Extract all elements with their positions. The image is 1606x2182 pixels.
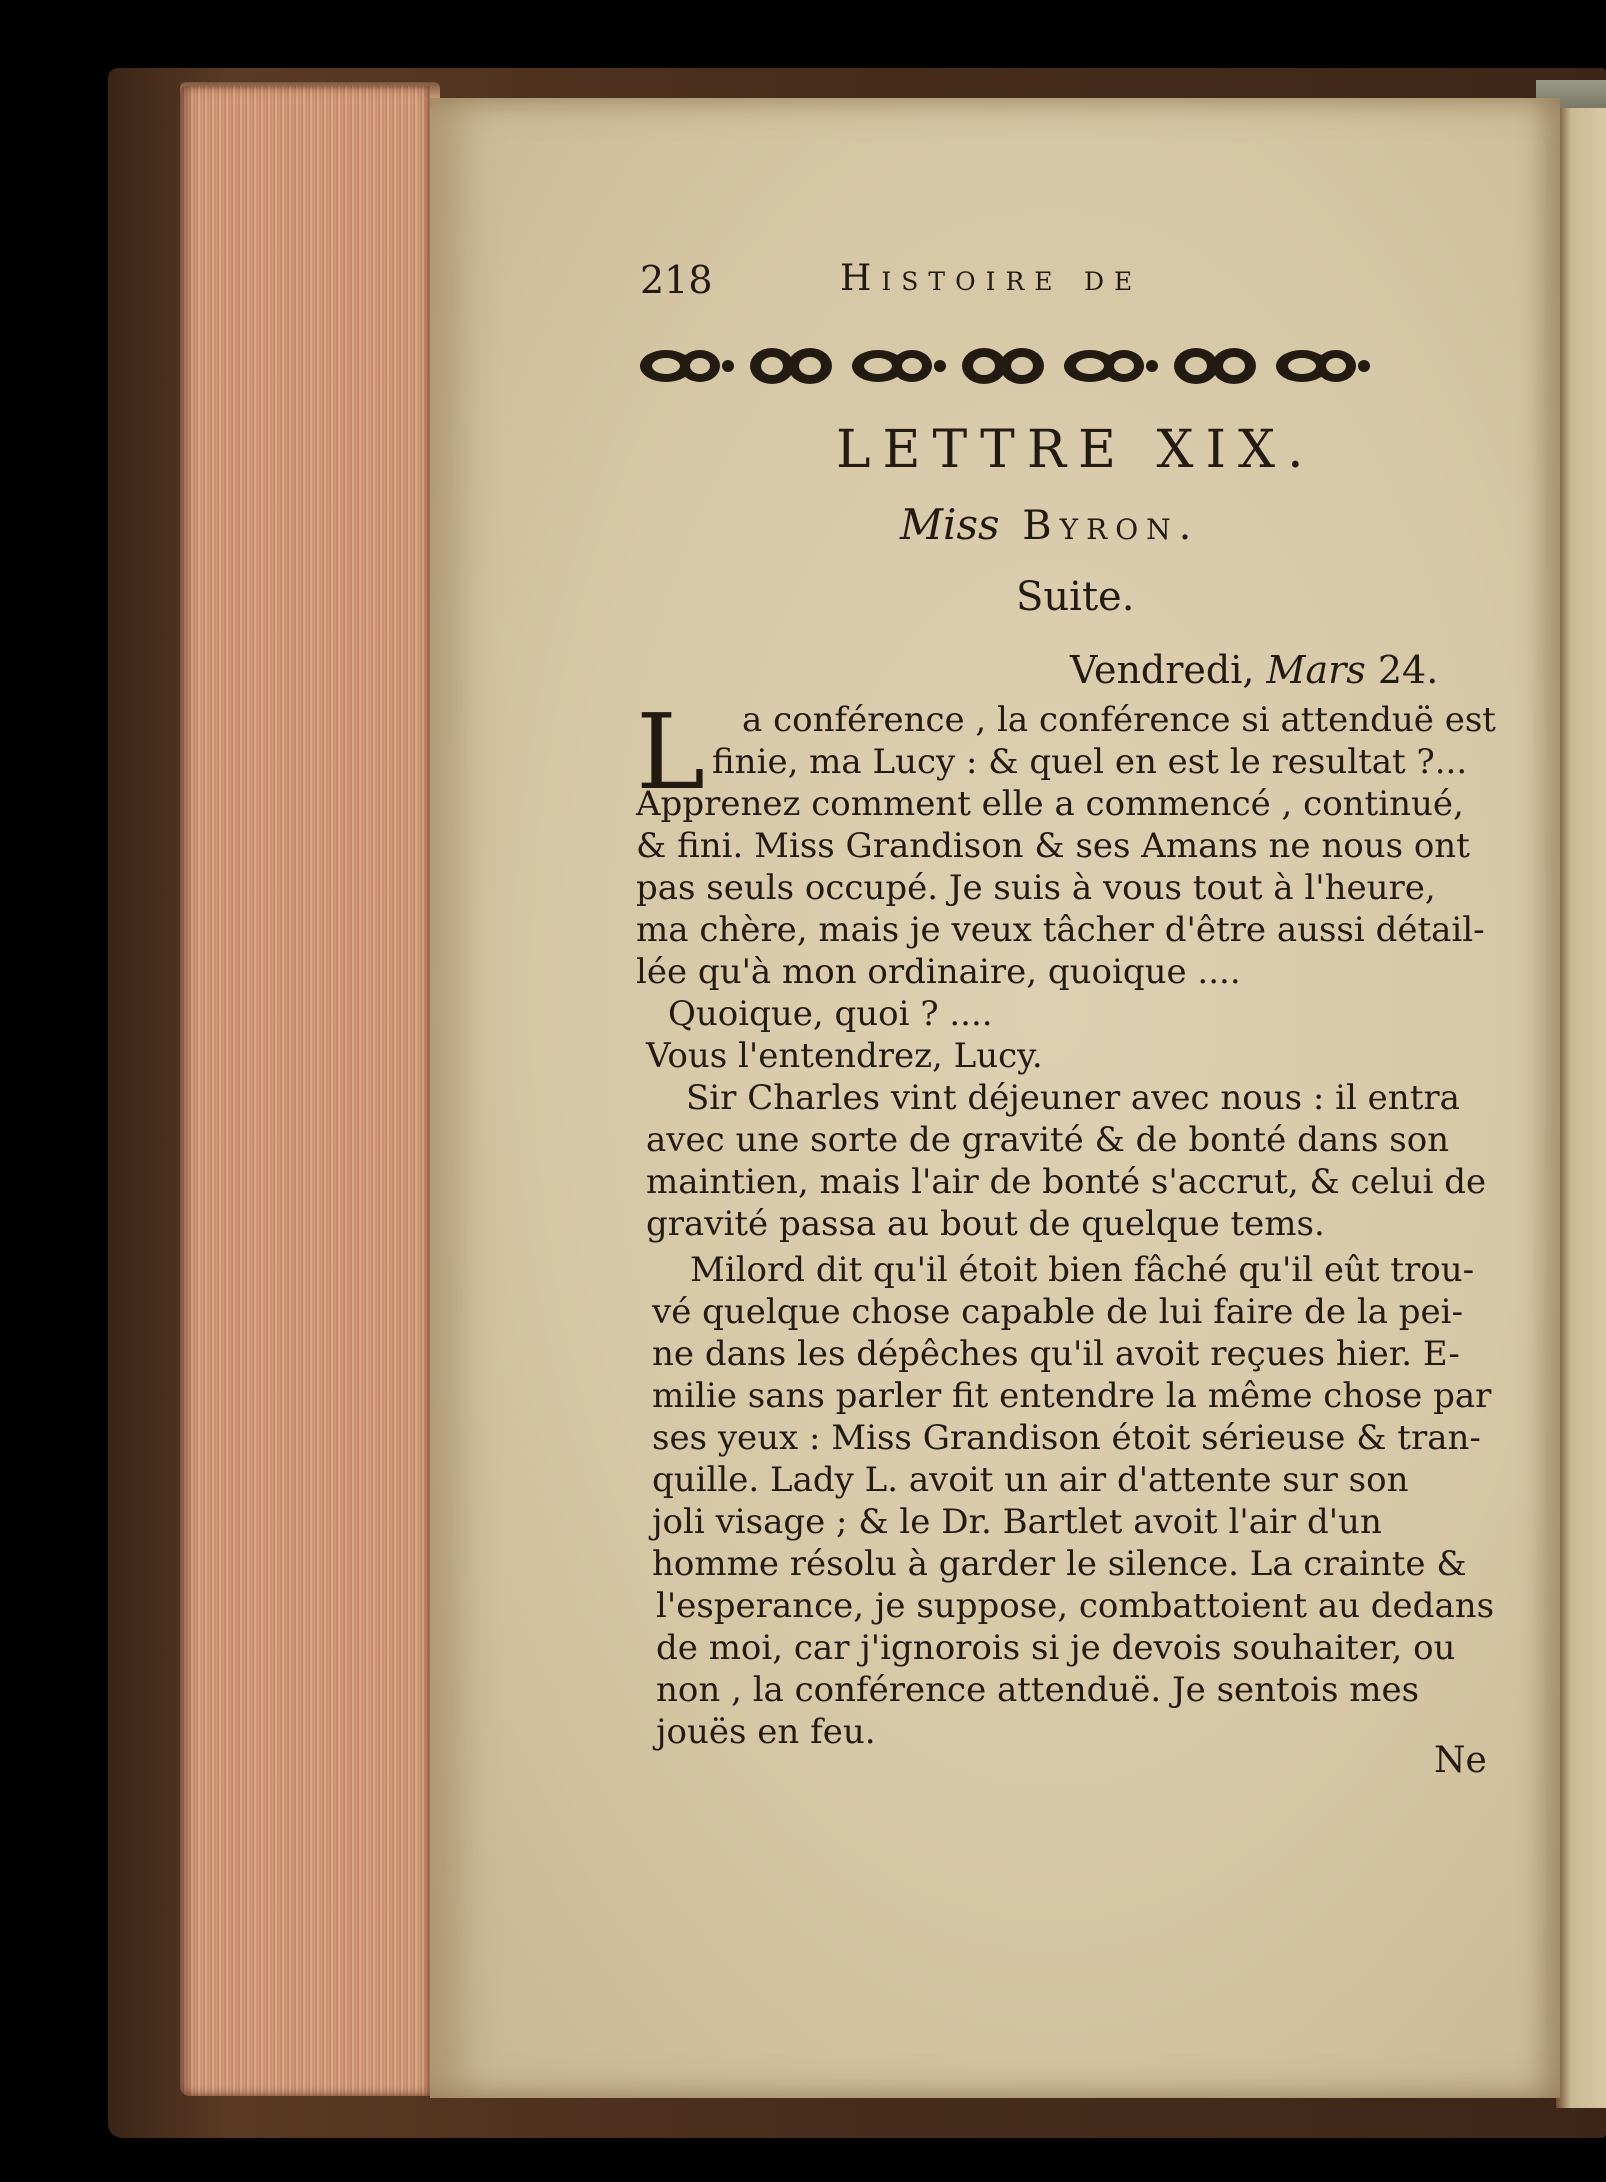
date-month: Mars [1266, 648, 1366, 692]
body-line: gravité passa au bout de quelque tems. [646, 1204, 1325, 1244]
body-line: ma chère, mais je veux tâcher d'être aussi détail- [636, 910, 1485, 950]
body-line: ne dans les dépêches qu'il avoit reçues hier. E- [652, 1334, 1460, 1374]
page-number: 218 [640, 258, 713, 302]
body-line: & fini. Miss Grandison & ses Amans ne nous ont [636, 826, 1470, 866]
drop-cap: L [636, 691, 706, 813]
letter-author [900, 500, 1300, 549]
author-prefix: Miss [900, 500, 1000, 549]
fleuron-ornament-icon [638, 336, 1488, 396]
body-line: Apprenez comment elle a commencé , continué, [636, 784, 1464, 824]
date-day: Vendredi, [1070, 648, 1255, 692]
body-line: maintien, mais l'air de bonté s'accrut, & celui de [646, 1162, 1487, 1202]
body-line: ses yeux : Miss Grandison étoit sérieuse & tran- [652, 1418, 1481, 1458]
body-line: quille. Lady L. avoit un air d'attente sur son [652, 1460, 1409, 1500]
running-title: Histoire de [840, 258, 1143, 299]
body-line: Milord dit qu'il étoit bien fâché qu'il eût trou- [690, 1250, 1475, 1290]
body-line: non , la conférence attenduë. Je sentois mes [656, 1670, 1420, 1710]
dateline [1070, 648, 1438, 692]
facing-page-edge [1556, 108, 1606, 2108]
body-line: l'esperance, je suppose, combattoient au dedans [656, 1586, 1495, 1626]
body-line: homme résolu à garder le silence. La crainte & [652, 1544, 1467, 1584]
page-edges [180, 86, 430, 2096]
body-line: a conférence , la conférence si attenduë est [742, 700, 1496, 740]
letter-suite: Suite. [1016, 574, 1135, 620]
body-line: jouës en feu. [656, 1712, 876, 1752]
letter-title: LETTRE XIX. [836, 420, 1316, 480]
body-line: vé quelque chose capable de lui faire de la pei- [652, 1292, 1464, 1332]
running-header [640, 258, 1290, 308]
body-line: lée qu'à mon ordinaire, quoique .... [636, 952, 1241, 992]
body-line: de moi, car j'ignorois si je devois souhaiter, ou [656, 1628, 1456, 1668]
body-line: Sir Charles vint déjeuner avec nous : il entra [686, 1078, 1460, 1118]
body-line: joli visage ; & le Dr. Bartlet avoit l'air d'un [652, 1502, 1382, 1542]
body-line: finie, ma Lucy : & quel en est le resultat ?... [712, 742, 1468, 782]
author-name: Byron. [1022, 503, 1200, 549]
body-line: pas seuls occupé. Je suis à vous tout à l'heure, [636, 868, 1436, 908]
catchword: Ne [1434, 1740, 1487, 1781]
date-number: 24. [1377, 648, 1439, 692]
body-line: Quoique, quoi ? .... [668, 994, 993, 1034]
body-line: avec une sorte de gravité & de bonté dans son [646, 1120, 1450, 1160]
body-line: Vous l'entendrez, Lucy. [646, 1036, 1043, 1076]
body-line: milie sans parler fit entendre la même chose par [652, 1376, 1492, 1416]
